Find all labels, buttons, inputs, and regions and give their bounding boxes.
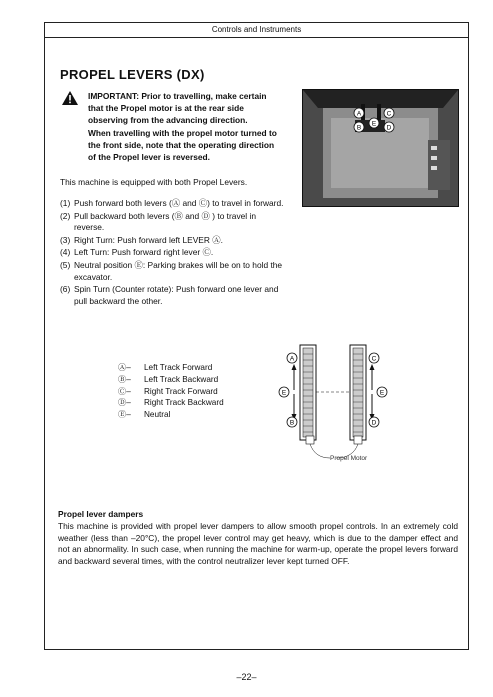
diagram-label-b: B bbox=[289, 419, 295, 427]
diagram-caption: Propel Motor bbox=[330, 455, 368, 462]
list-item: (2) Pull backward both levers (Ⓑ and Ⓓ ) to travel in reverse. bbox=[60, 210, 257, 233]
important-notice bbox=[88, 90, 284, 163]
diagram-label-e-right: E bbox=[379, 389, 385, 397]
lever-legend bbox=[118, 362, 224, 421]
diagram-label-e-left: E bbox=[281, 389, 287, 397]
dampers-text: This machine is provided with propel lever dampers to allow smooth propel controls. In an extremely cold weather (less than –20°C), the propel lever control may get heavy, which is due to the damper effect and not an abnormality. In such case, when running the machine for warm-up, operate the propel levers forward and backward several times, with the control neutralizer lever kept turned OFF. bbox=[58, 521, 458, 566]
photo-label-a: A bbox=[356, 110, 362, 118]
photo-label-e: E bbox=[371, 120, 377, 128]
list-item: (4) Left Turn: Push forward right lever Ⓒ. bbox=[60, 247, 214, 258]
section-header: Controls and Instruments bbox=[44, 22, 469, 38]
legend-item: Ⓒ– Right Track Forward bbox=[118, 386, 218, 396]
steps-list bbox=[60, 198, 285, 308]
warning-icon bbox=[62, 91, 78, 105]
photo-label-c: C bbox=[386, 110, 392, 118]
important-line-1: IMPORTANT: Prior to travelling, make certain that the Propel motor is at the rear side observing from the advancing direction. bbox=[88, 91, 267, 126]
page-title: PROPEL LEVERS (DX) bbox=[60, 67, 205, 82]
intro-text: This machine is equipped with both Propel Levers. bbox=[60, 177, 248, 187]
diagram-label-a: A bbox=[289, 355, 295, 363]
legend-item: Ⓔ– Neutral bbox=[118, 410, 171, 420]
legend-item: Ⓐ– Left Track Forward bbox=[118, 363, 213, 372]
track-diagram bbox=[270, 340, 390, 470]
propel-lever-photo bbox=[302, 89, 459, 207]
diagram-label-d: D bbox=[371, 419, 377, 427]
photo-label-d: D bbox=[386, 124, 392, 132]
dampers-title: Propel lever dampers bbox=[58, 509, 144, 519]
list-item: (5) Neutral position Ⓔ: Parking brakes will be on to hold the excavator. bbox=[60, 259, 283, 282]
important-line-2: When travelling with the propel motor turned to the front side, note that the operating direction of the Propel lever is reversed. bbox=[88, 127, 277, 163]
list-item: (1) Push forward both levers (Ⓐ and Ⓒ) to travel in forward. bbox=[60, 198, 284, 208]
diagram-label-c: C bbox=[371, 355, 377, 363]
list-item: (6) Spin Turn (Counter rotate): Push forward one lever and pull backward the other. bbox=[60, 284, 279, 306]
legend-item: Ⓑ– Left Track Backward bbox=[118, 374, 219, 384]
legend-item: Ⓓ– Right Track Backward bbox=[118, 398, 224, 408]
photo-label-b: B bbox=[356, 124, 362, 132]
list-item: (3) Right Turn: Push forward left LEVER Ⓐ. bbox=[60, 234, 223, 245]
page-number: –22– bbox=[236, 672, 257, 682]
